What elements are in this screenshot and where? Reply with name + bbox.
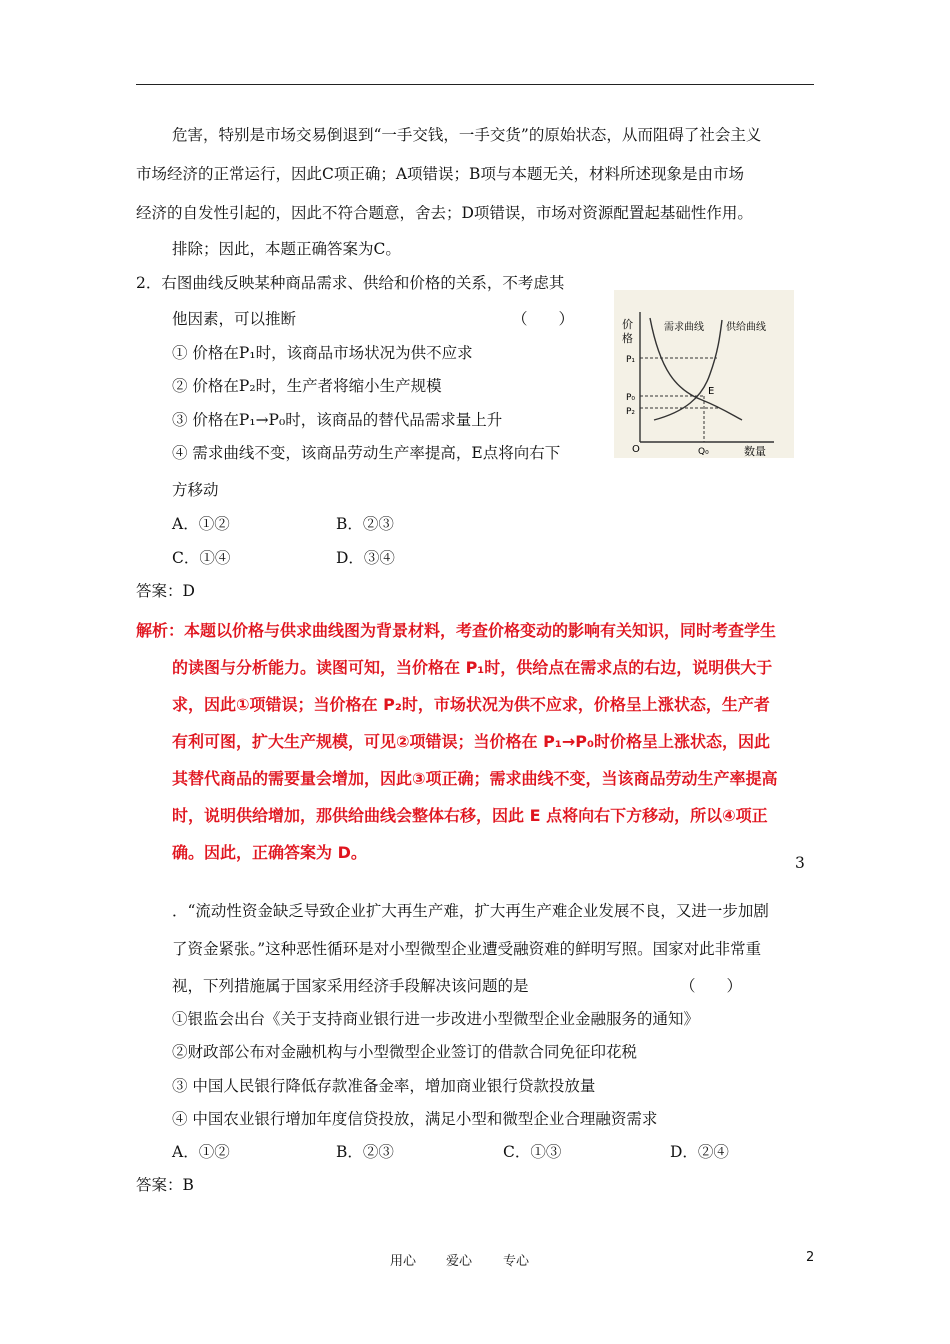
q2-analysis-6: 时，说明供给增加，那供给曲线会整体右移，因此 E 点将向右下方移动，所以④项正 (172, 806, 768, 825)
q3-option-1: ①银监会出台《关于支持商业银行进一步改进小型微型企业金融服务的通知》 (172, 1010, 700, 1028)
q2-analysis-4: 有利可图，扩大生产规模，可见②项错误；当价格在 P₁→P₀时价格呈上涨状态，因此 (172, 732, 770, 751)
q2-choice-c: C．①④ (172, 549, 231, 567)
q3-choice-b: B．②③ (336, 1143, 394, 1161)
page-number: 2 (806, 1250, 815, 1265)
intro-line-4: 排除；因此，本题正确答案为C。 (172, 240, 401, 258)
q2-choice-a: A．①② (172, 515, 230, 533)
q2-option-1: ① 价格在P₁时，该商品市场状况为供不应求 (172, 344, 473, 362)
p2-label: P₂ (626, 407, 636, 417)
demand-curve (650, 318, 742, 420)
q3-stem-2: 了资金紧张。”这种恶性循环是对小型微型企业遭受融资难的鲜明写照。国家对此非常重 (172, 940, 762, 958)
footer-motto-3: 专心 (503, 1254, 530, 1269)
q2-choice-b: B．②③ (336, 515, 394, 533)
intro-line-1: 危害，特别是市场交易倒退到“一手交钱，一手交货”的原始状态，从而阻碍了社会主义 (172, 126, 762, 144)
supply-demand-svg (614, 290, 794, 458)
q2-option-3: ③ 价格在P₁→P₀时，该商品的替代品需求量上升 (172, 411, 503, 429)
q2-analysis-5: 其替代商品的需要量会增加，因此③项正确；需求曲线不变，当该商品劳动生产率提高 (172, 769, 778, 788)
x-axis-label: 数量 (744, 445, 766, 458)
y-axis-label-2: 格 (622, 332, 633, 345)
intro-line-2: 市场经济的正常运行，因此C项正确；A项错误；B项与本题无关，材料所述现象是由市场 (136, 165, 744, 183)
q2-choice-d: D．③④ (336, 549, 395, 567)
q2-option-2: ② 价格在P₂时，生产者将缩小生产规模 (172, 377, 442, 395)
q3-answer: 答案：B (136, 1176, 194, 1194)
footer-motto-1: 用心 (390, 1254, 417, 1269)
q3-option-2: ②财政部公布对金融机构与小型微型企业签订的借款合同免征印花税 (172, 1043, 638, 1061)
supply-demand-figure (614, 290, 794, 458)
equilibrium-label: E (708, 386, 715, 397)
q2-stem-1: 2．右图曲线反映某种商品需求、供给和价格的关系，不考虑其 (136, 274, 565, 292)
p0-label: P₀ (626, 393, 636, 403)
q3-paren: （ ） (680, 977, 743, 995)
p1-label: P₁ (626, 355, 636, 365)
supply-label: 供给曲线 (726, 322, 766, 333)
q2-stem-2: 他因素，可以推断 (172, 310, 297, 328)
q3-option-3: ③ 中国人民银行降低存款准备金率，增加商业银行贷款投放量 (172, 1077, 596, 1095)
header-rule (136, 84, 814, 85)
q2-analysis-1: 解析：本题以价格与供求曲线图为背景材料，考查价格变动的影响有关知识，同时考查学生 (136, 621, 777, 640)
demand-label: 需求曲线 (664, 322, 704, 333)
q2-option-4b: 方移动 (172, 481, 219, 499)
q3-number: 3 (795, 854, 805, 872)
footer-motto-2: 爱心 (446, 1254, 473, 1269)
intro-line-3: 经济的自发性引起的，因此不符合题意，舍去；D项错误，市场对资源配置起基础性作用。 (136, 204, 753, 222)
q2-analysis-3: 求，因此①项错误；当价格在 P₂时，市场状况为供不应求，价格呈上涨状态，生产者 (172, 695, 770, 714)
q3-stem-3: 视，下列措施属于国家采用经济手段解决该问题的是 (172, 977, 529, 995)
q3-option-4: ④ 中国农业银行增加年度信贷投放，满足小型和微型企业合理融资需求 (172, 1110, 658, 1128)
y-axis-label-1: 价 (622, 318, 633, 331)
q3-choice-a: A．①② (172, 1143, 230, 1161)
q2-option-4a: ④ 需求曲线不变，该商品劳动生产率提高，E点将向右下 (172, 444, 561, 462)
q2-answer: 答案：D (136, 582, 195, 600)
q2-analysis-2: 的读图与分析能力。读图可知，当价格在 P₁时，供给点在需求点的右边，说明供大于 (172, 658, 773, 677)
q0-label: Q₀ (698, 447, 709, 457)
q3-stem-1: ．“流动性资金缺乏导致企业扩大再生产难，扩大再生产难企业发展不良，又进一步加剧 (172, 902, 769, 920)
origin-label: O (632, 444, 640, 455)
q2-paren: （ ） (512, 310, 575, 328)
q3-choice-d: D．②④ (670, 1143, 729, 1161)
q3-choice-c: C．①③ (503, 1143, 562, 1161)
q2-analysis-7: 确。因此，正确答案为 D。 (172, 843, 367, 862)
